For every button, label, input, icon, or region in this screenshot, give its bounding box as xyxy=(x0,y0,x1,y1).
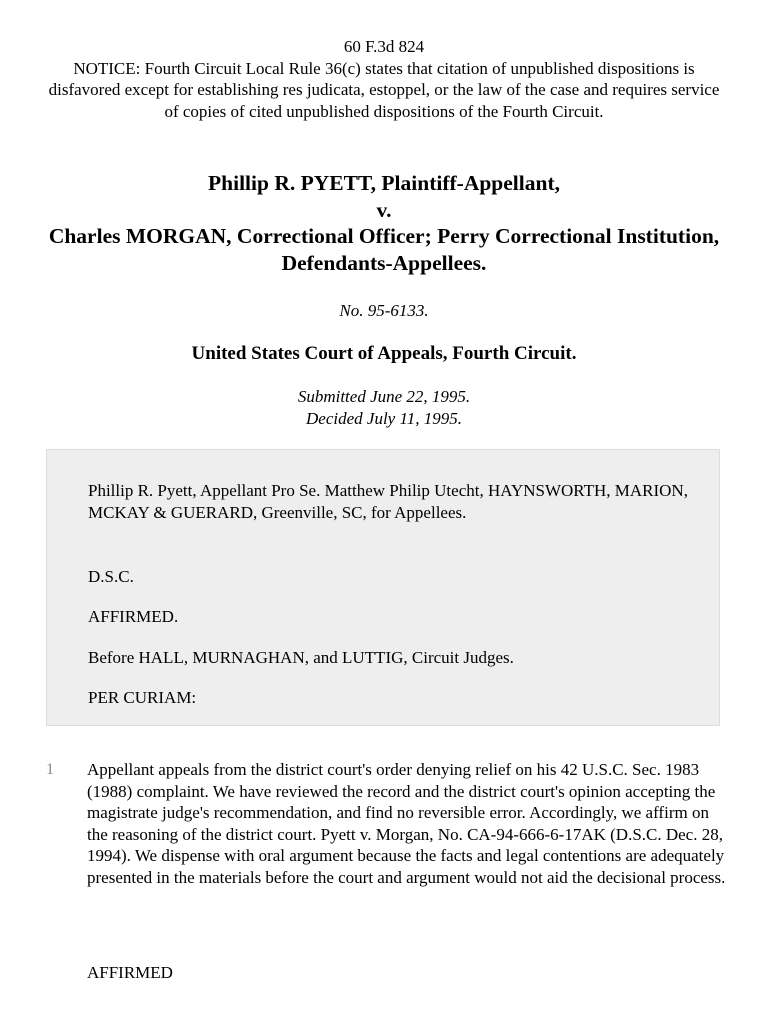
citation: 60 F.3d 824 xyxy=(343,37,425,56)
lower-court: D.S.C. xyxy=(88,567,134,586)
case-caption xyxy=(30,170,738,276)
case-dates xyxy=(0,386,768,429)
opinion-type: PER CURIAM: xyxy=(88,688,197,707)
case-summary-box xyxy=(46,449,720,726)
plaintiff-name: Phillip R. PYETT, Plaintiff-Appellant, xyxy=(208,171,560,195)
judges-panel: Before HALL, MURNAGHAN, and LUTTIG, Circuit Judges. xyxy=(88,648,514,667)
summary-disposition: AFFIRMED. xyxy=(88,607,179,626)
opinion-paragraph: Appellant appeals from the district court's order denying relief on his 42 U.S.C. Sec. 1983 (1988) complaint. We have reviewed the record and the district court's opinion accepting the magistrate judge's recommendation, and find no reversible error. Accordingly, we affirm on the reasoning of the district court. Pyett v. Morgan, No. CA-94-666-6-17AK (D.S.C. Dec. 28, 1994). We dispense with oral argument because the facts and legal contentions are adequately presented in the materials before the court and argument would not aid the decisional process. xyxy=(87,760,726,887)
notice-text: NOTICE: Fourth Circuit Local Rule 36(c) states that citation of unpublished dispositions is disfavored except for establishing res judicata, estoppel, or the law of the case and requires service of copies of cited unpublished dispositions of the Fourth Circuit. xyxy=(48,58,720,121)
final-disposition: AFFIRMED xyxy=(87,963,173,982)
paragraph-number: 1 xyxy=(46,761,54,778)
docket-number: No. 95-6133. xyxy=(339,301,429,320)
counsel-text: Phillip R. Pyett, Appellant Pro Se. Matthew Philip Utecht, HAYNSWORTH, MARION, MCKAY & GUERARD, Greenville, SC, for Appellees. xyxy=(88,481,688,522)
document-header xyxy=(40,36,728,122)
defendants-name: Charles MORGAN, Correctional Officer; Perry Correctional Institution, Defendants-Appellees. xyxy=(48,224,720,275)
submitted-date: Submitted June 22, 1995. xyxy=(297,387,471,406)
versus: v. xyxy=(376,197,392,222)
court-name: United States Court of Appeals, Fourth Circuit. xyxy=(191,343,577,364)
decided-date: Decided July 11, 1995. xyxy=(306,408,462,428)
